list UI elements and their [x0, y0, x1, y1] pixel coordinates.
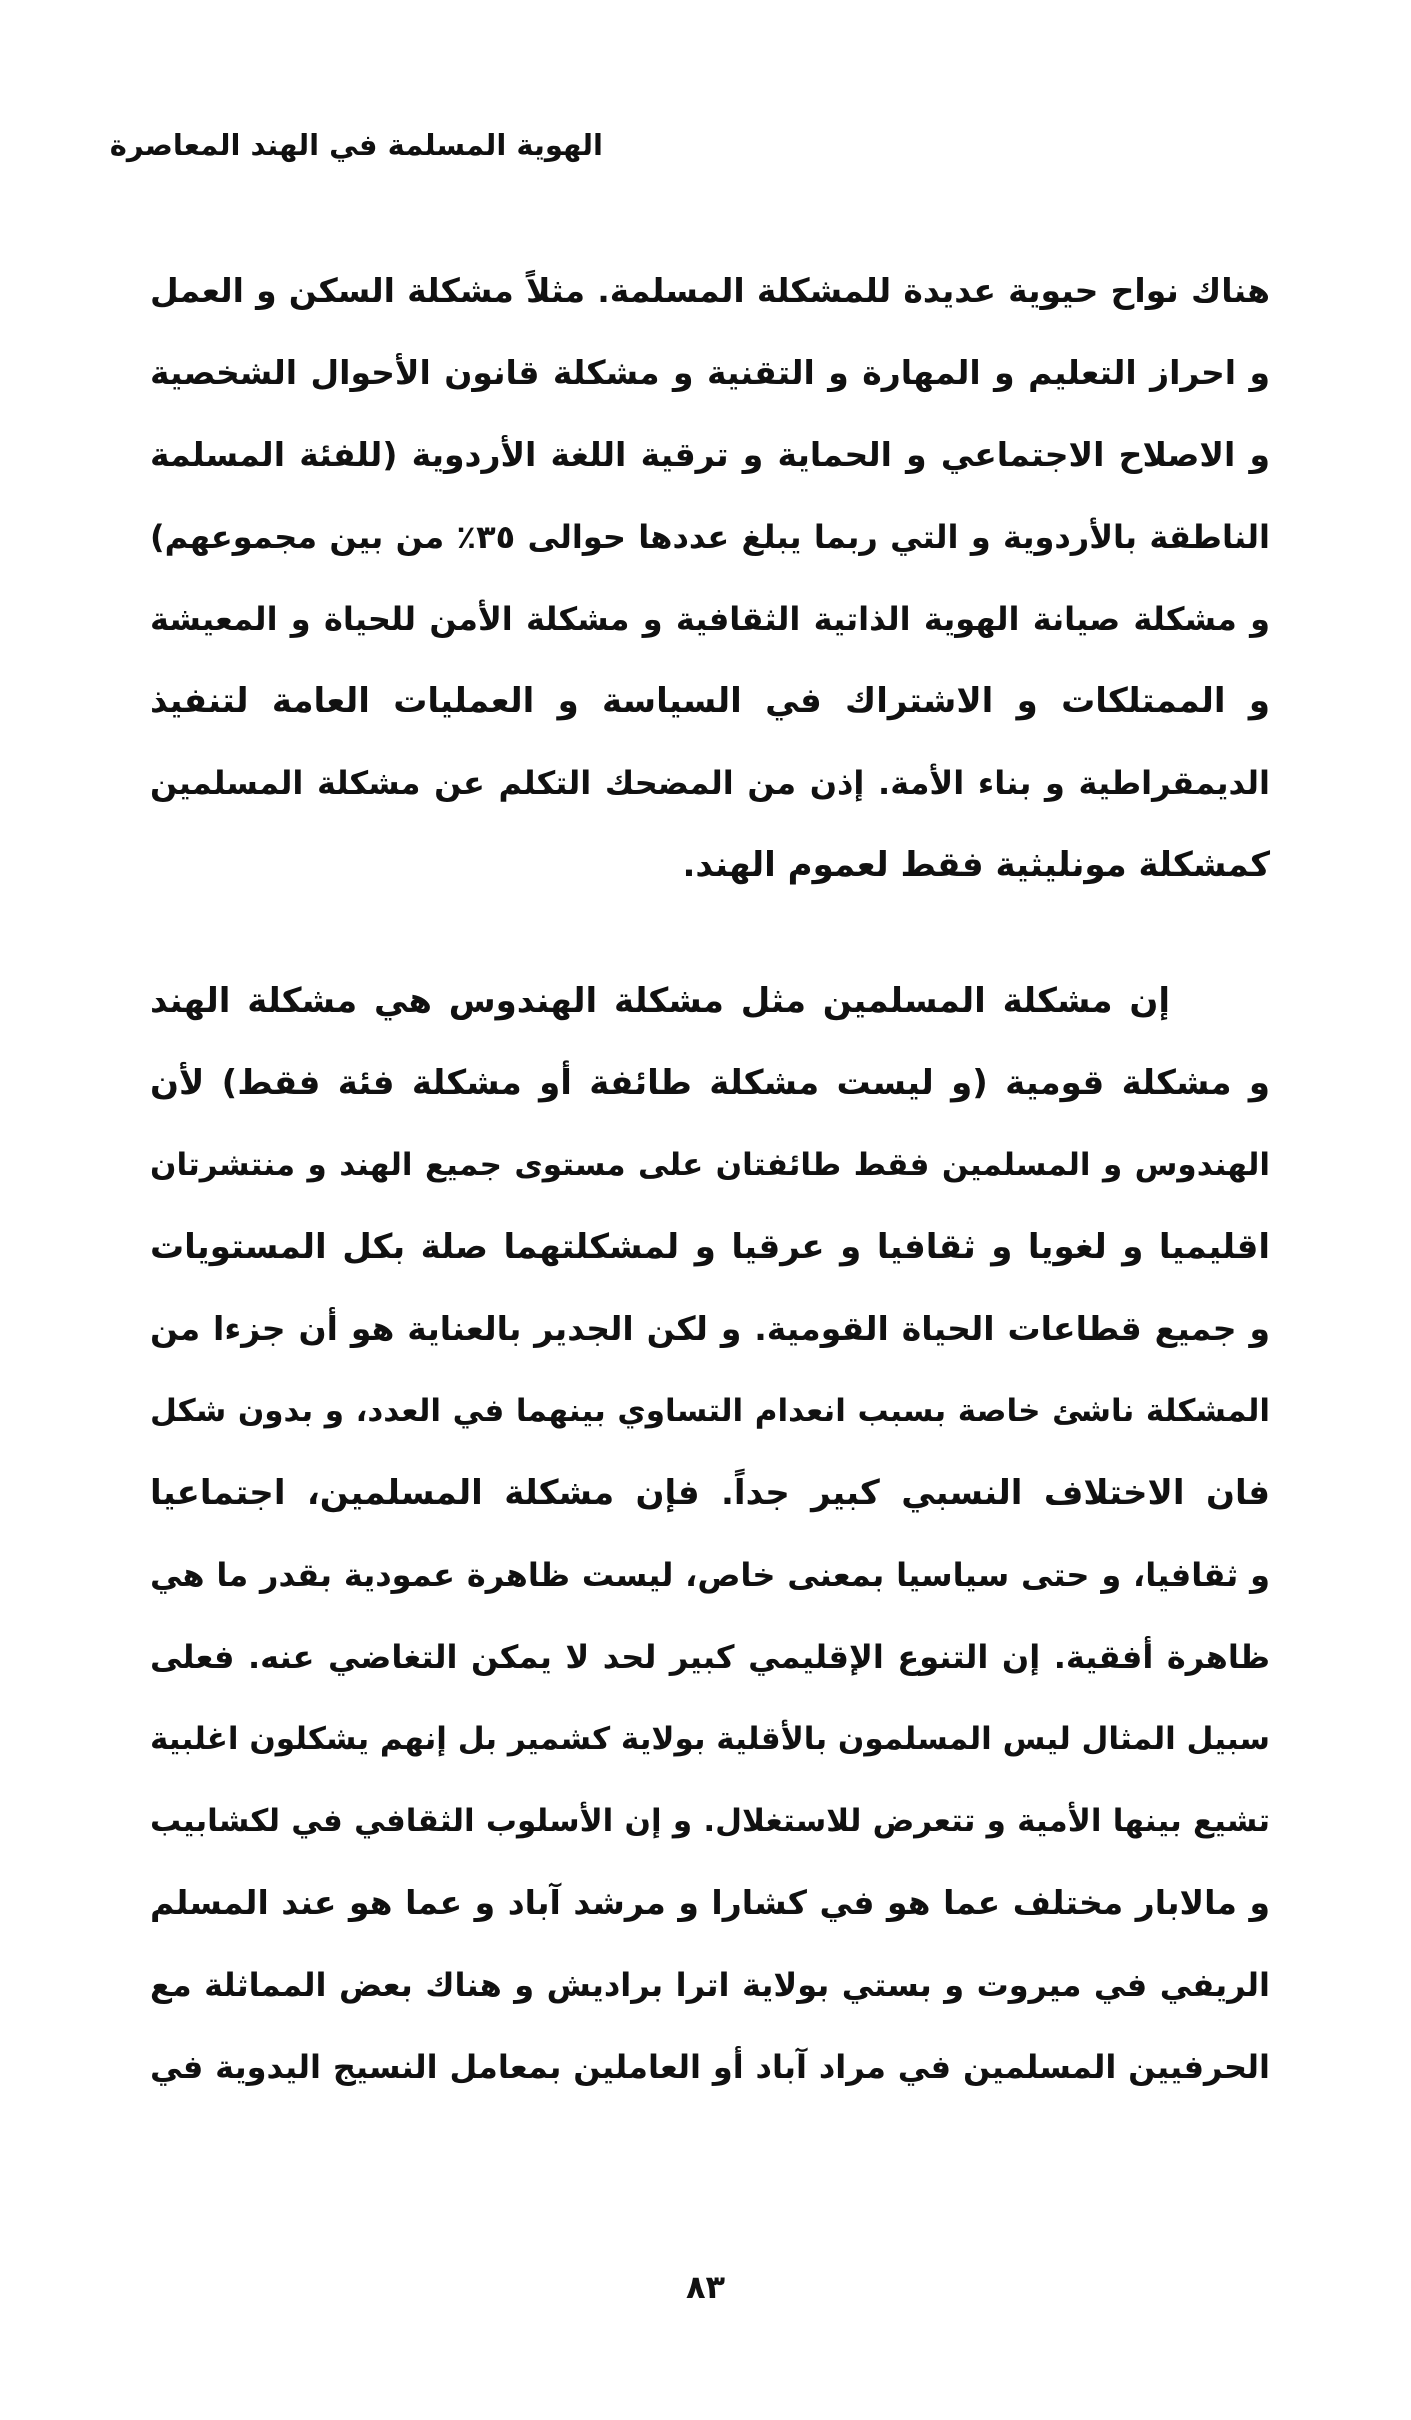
text-line: الحرفيين المسلمين في مراد آباد أو العاملين بمعامل النسيج اليدوية في: [150, 2048, 1270, 2086]
text-line: هناك نواح حيوية عديدة للمشكلة المسلمة. مثلاً مشكلة السكن و العمل: [150, 271, 1270, 310]
paragraph-2: [150, 960, 1270, 2108]
text-line: و الاصلاح الاجتماعي و الحماية و ترقية اللغة الأردوية (للفئة المسلمة: [150, 435, 1270, 474]
text-line: و مشكلة قومية (و ليست مشكلة طائفة أو مشكلة فئة فقط) لأن: [150, 1063, 1270, 1103]
text-line: و ثقافيا، و حتى سياسيا بمعنى خاص، ليست ظاهرة عمودية بقدر ما هي: [150, 1556, 1270, 1594]
text-line: اقليميا و لغويا و ثقافيا و عرقيا و لمشكلتهما صلة بكل المستويات: [150, 1227, 1270, 1267]
text-line: الديمقراطية و بناء الأمة. إذن من المضحك التكلم عن مشكلة المسلمين: [150, 764, 1270, 802]
text-line: و مشكلة صيانة الهوية الذاتية الثقافية و مشكلة الأمن للحياة و المعيشة: [150, 600, 1270, 638]
text-line: و احراز التعليم و المهارة و التقنية و مشكلة قانون الأحوال الشخصية: [150, 353, 1270, 392]
text-line: إن مشكلة المسلمين مثل مشكلة الهندوس هي مشكلة الهند: [150, 981, 1170, 1021]
text-line: و الممتلكات و الاشتراك في السياسة و العمليات العامة لتنفيذ: [150, 681, 1270, 721]
running-header: الهوية المسلمة في الهند المعاصرة: [109, 128, 603, 162]
text-line: المشكلة ناشئ خاصة بسبب انعدام التساوي بينهما في العدد، و بدون شكل: [150, 1393, 1270, 1429]
text-line: سبيل المثال ليس المسلمون بالأقلية بولاية كشمير بل إنهم يشكلون اغلبية: [149, 1721, 1270, 1757]
text-line: ظاهرة أفقية. إن التنوع الإقليمي كبير لحد لا يمكن التغاضي عنه. فعلى: [150, 1638, 1270, 1676]
text-line: كمشكلة مونليثية فقط لعموم الهند.: [682, 845, 1270, 885]
text-line: و مالابار مختلف عما هو في كشارا و مرشد آباد و عما هو عند المسلم: [150, 1883, 1270, 1922]
text-line: الريفي في ميروت و بستي بولاية اترا براديش و هناك بعض المماثلة مع: [150, 1966, 1270, 2004]
text-line: فان الاختلاف النسبي كبير جداً. فإن مشكلة المسلمين، اجتماعيا: [150, 1473, 1270, 1513]
paragraph-1: [150, 250, 1270, 906]
page-number: ٨٣: [685, 2268, 726, 2306]
text-line: الهندوس و المسلمين فقط طائفتان على مستوى جميع الهند و منتشرتان: [150, 1147, 1270, 1183]
text-line: الناطقة بالأردوية و التي ربما يبلغ عددها حوالى ٣٥٪ من بين مجموعهم): [150, 518, 1271, 556]
text-line: تشيع بينها الأمية و تتعرض للاستغلال. و إن الأسلوب الثقافي في لكشابيب: [150, 1803, 1270, 1839]
text-line: و جميع قطاعات الحياة القومية. و لكن الجدير بالعناية هو أن جزءا من: [150, 1309, 1270, 1348]
